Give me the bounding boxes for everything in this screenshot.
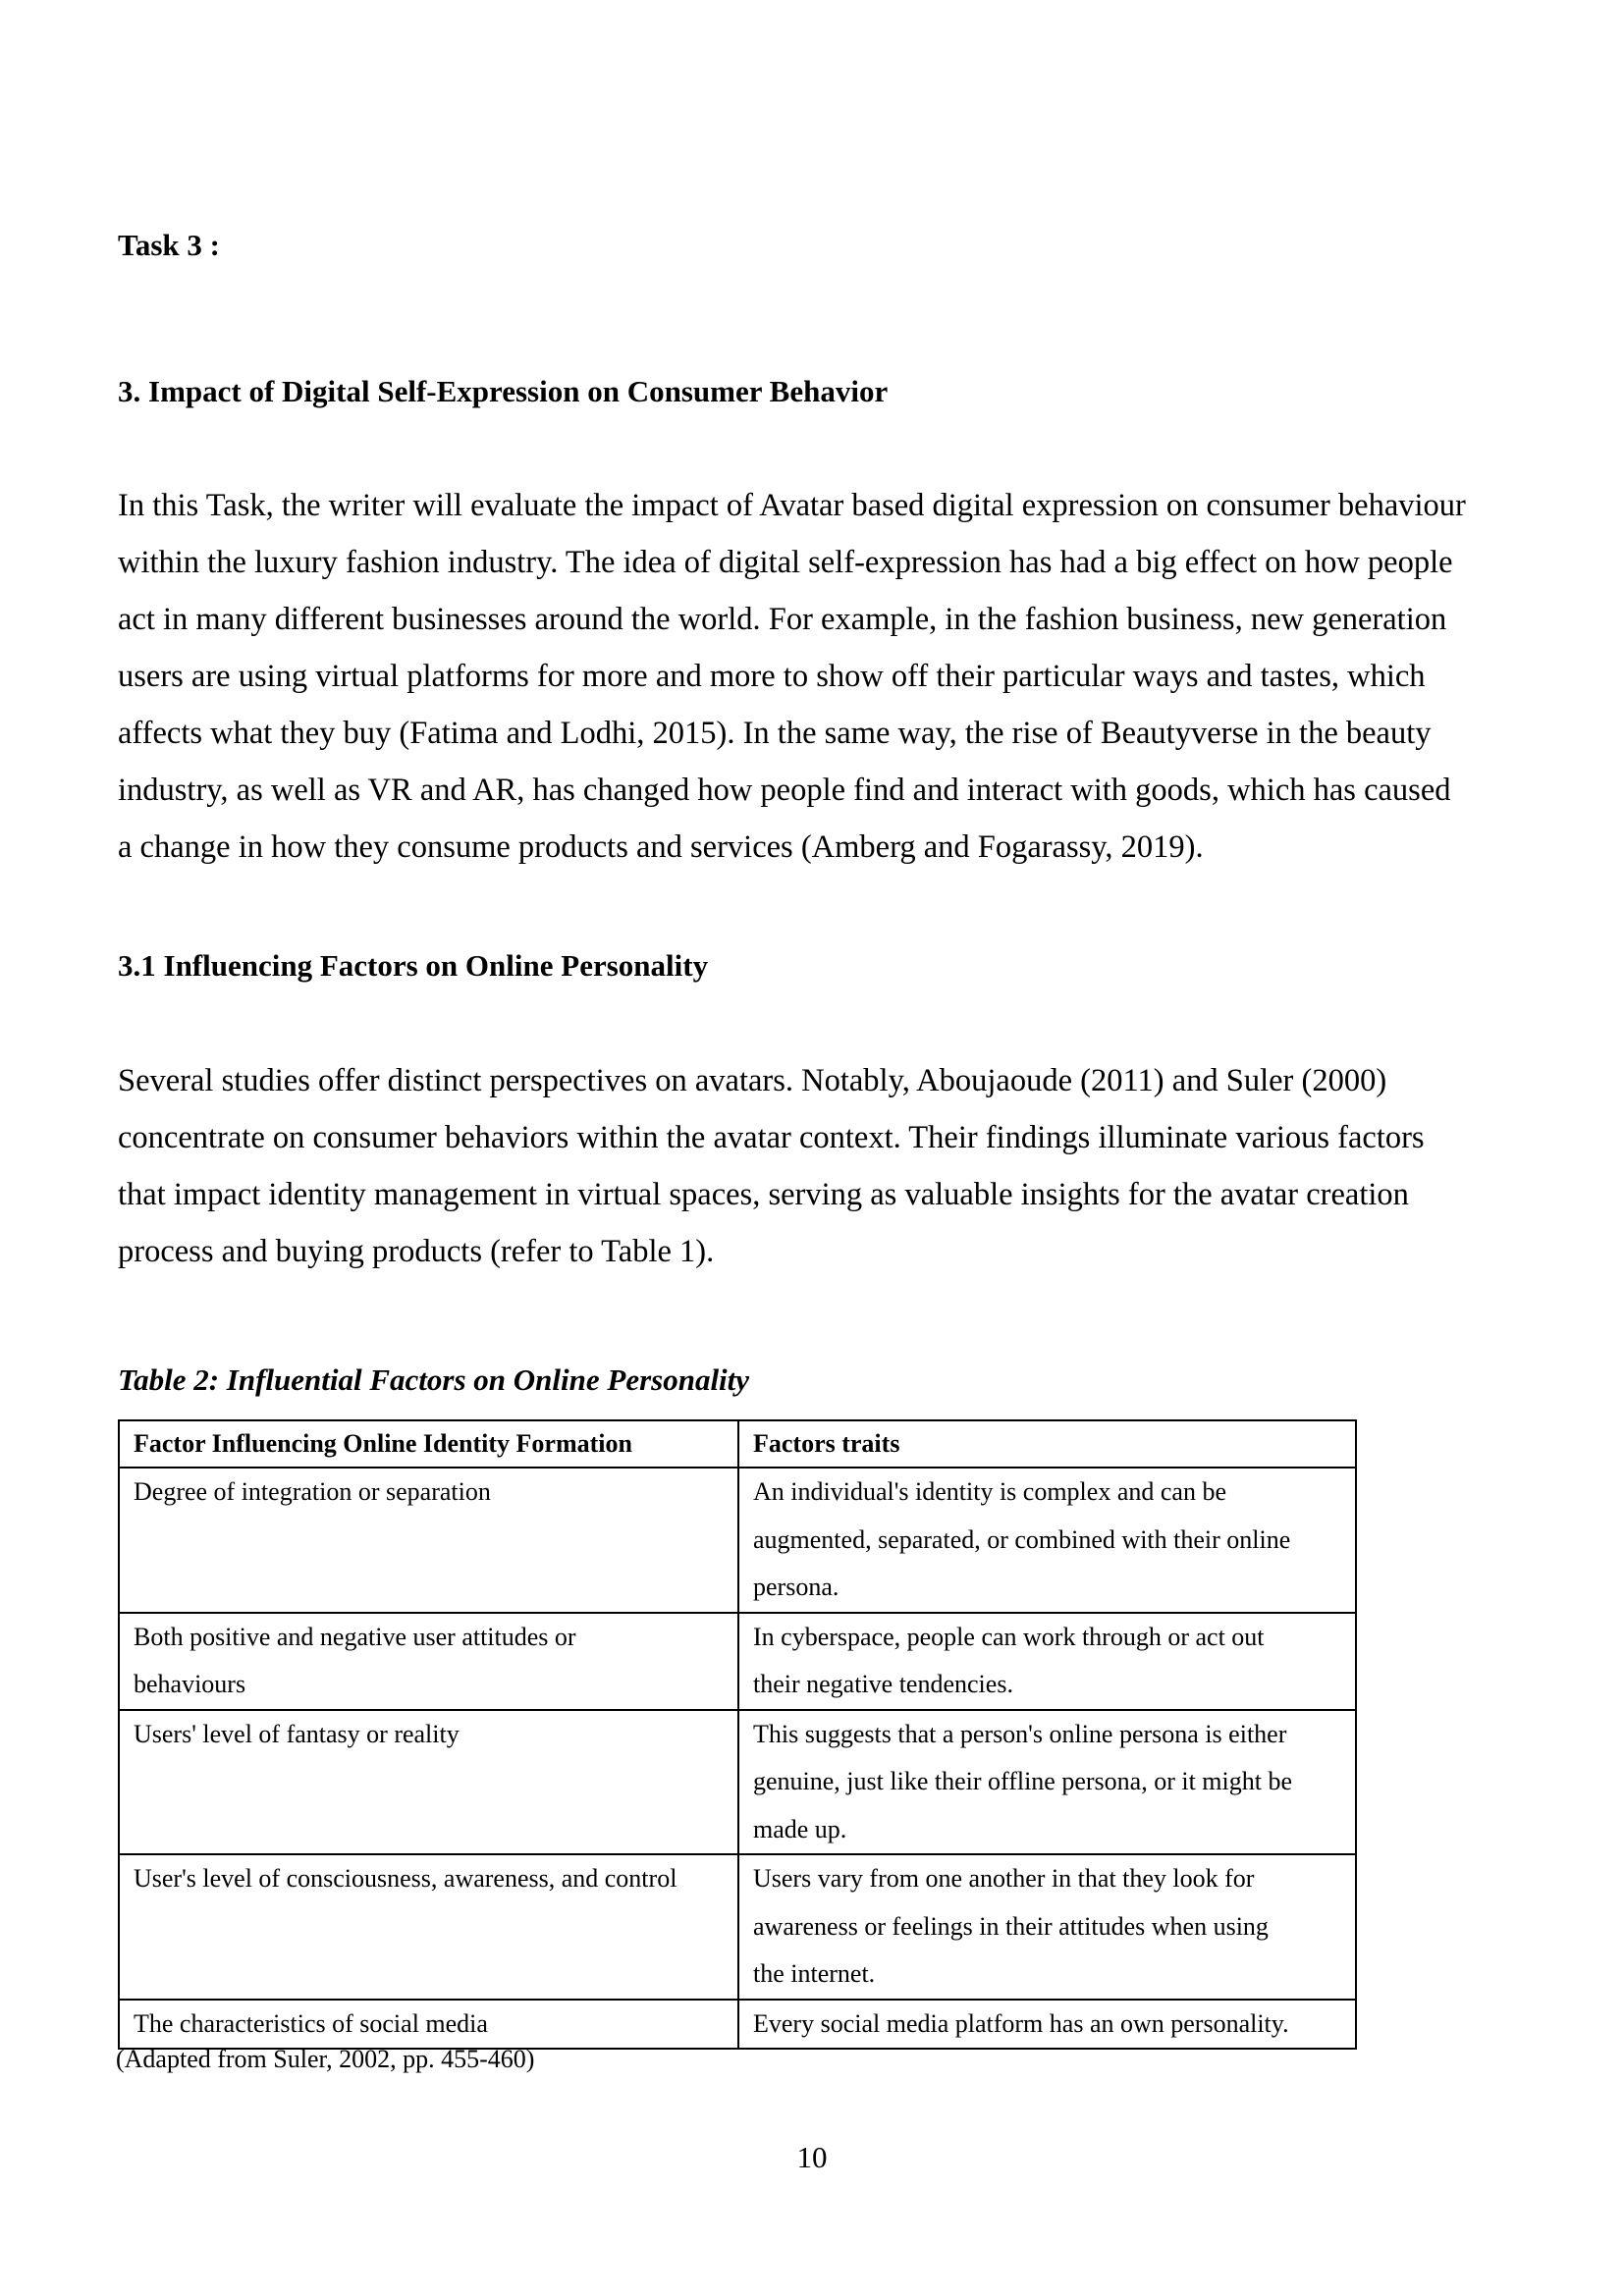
factor-cell: [119, 2000, 738, 2050]
paragraph-intro: [118, 477, 1466, 876]
text-line: act in many different businesses around the world. For example, in the fashion business, new generation: [118, 602, 1447, 637]
text-line: within the luxury fashion industry. The idea of digital self-expression has had a big effect on how people: [118, 545, 1453, 580]
text-line: concentrate on consumer behaviors within the avatar context. Their findings illuminate various factors: [118, 1120, 1425, 1155]
text-line: Several studies offer distinct perspectives on avatars. Notably, Aboujaoude (2011) and Suler (2000): [118, 1063, 1387, 1098]
header-traits: Factors traits: [738, 1420, 1356, 1468]
traits-cell: [738, 1468, 1356, 1613]
factor-cell: [119, 1468, 738, 1613]
text-line: Every social media platform has an own personality.: [753, 2008, 1289, 2038]
text-line: Degree of integration or separation: [134, 1477, 491, 1506]
text-line: augmented, separated, or combined with their online: [753, 1524, 1291, 1554]
text-line: This suggests that a person's online persona is either: [753, 1719, 1287, 1748]
text-line: Users' level of fantasy or reality: [134, 1719, 460, 1748]
text-line: industry, as well as VR and AR, has changed how people find and interact with goods, which has caused: [118, 773, 1451, 808]
traits-cell: [738, 1710, 1356, 1855]
page-number: 10: [796, 2140, 828, 2174]
text-line: made up.: [753, 1814, 847, 1843]
header-factor: Factor Influencing Online Identity Formation: [119, 1420, 738, 1468]
traits-cell: [738, 1613, 1356, 1710]
text-line: a change in how they consume products and services (Amberg and Fogarassy, 2019).: [118, 829, 1204, 865]
text-line: awareness or feelings in their attitudes when using: [753, 1911, 1269, 1941]
table-header-row: [119, 1420, 1356, 1468]
text-line: that impact identity management in virtual spaces, serving as valuable insights for the avatar creation: [118, 1177, 1409, 1212]
text-line: In cyberspace, people can work through or act out: [753, 1622, 1265, 1651]
text-line: affects what they buy (Fatima and Lodhi, 2015). In the same way, the rise of Beautyverse in the beauty: [118, 716, 1432, 751]
factors-table: [118, 1419, 1357, 2050]
table-row: [119, 1710, 1356, 1855]
table-row: [119, 1854, 1356, 2000]
text-line: users are using virtual platforms for more and more to show off their particular ways and tastes, which: [118, 659, 1426, 694]
text-line: User's level of consciousness, awareness, and control: [134, 1864, 677, 1893]
text-line: process and buying products (refer to Table 1).: [118, 1234, 715, 1269]
factor-cell: [119, 1854, 738, 2000]
table-row: [119, 1468, 1356, 1613]
factor-cell: [119, 1710, 738, 1855]
table-row: [119, 1613, 1356, 1710]
text-line: In this Task, the writer will evaluate the impact of Avatar based digital expression on consumer behaviour: [118, 488, 1466, 523]
table-source: (Adapted from Suler, 2002, pp. 455-460): [116, 2045, 535, 2073]
text-line: persona.: [753, 1573, 839, 1601]
task-heading: Task 3 :: [118, 228, 220, 262]
factor-cell: [119, 1613, 738, 1710]
text-line: genuine, just like their offline persona, or it might be: [753, 1767, 1293, 1795]
paragraph-studies: [118, 1052, 1425, 1280]
text-line: the internet.: [753, 1959, 876, 1988]
text-line: The characteristics of social media: [134, 2008, 488, 2038]
table-caption: Table 2: Influential Factors on Online Personality: [118, 1362, 750, 1397]
section-heading: 3. Impact of Digital Self-Expression on Consumer Behavior: [118, 374, 889, 408]
text-line: their negative tendencies.: [753, 1670, 1013, 1698]
subsection-heading: 3.1 Influencing Factors on Online Personality: [118, 948, 709, 983]
text-line: Users vary from one another in that they look for: [753, 1864, 1255, 1893]
traits-cell: [738, 2000, 1356, 2050]
text-line: behaviours: [134, 1670, 246, 1698]
text-line: Both positive and negative user attitudes or: [134, 1622, 576, 1651]
text-line: An individual's identity is complex and can be: [753, 1477, 1226, 1506]
table-row: [119, 2000, 1356, 2050]
traits-cell: [738, 1854, 1356, 2000]
